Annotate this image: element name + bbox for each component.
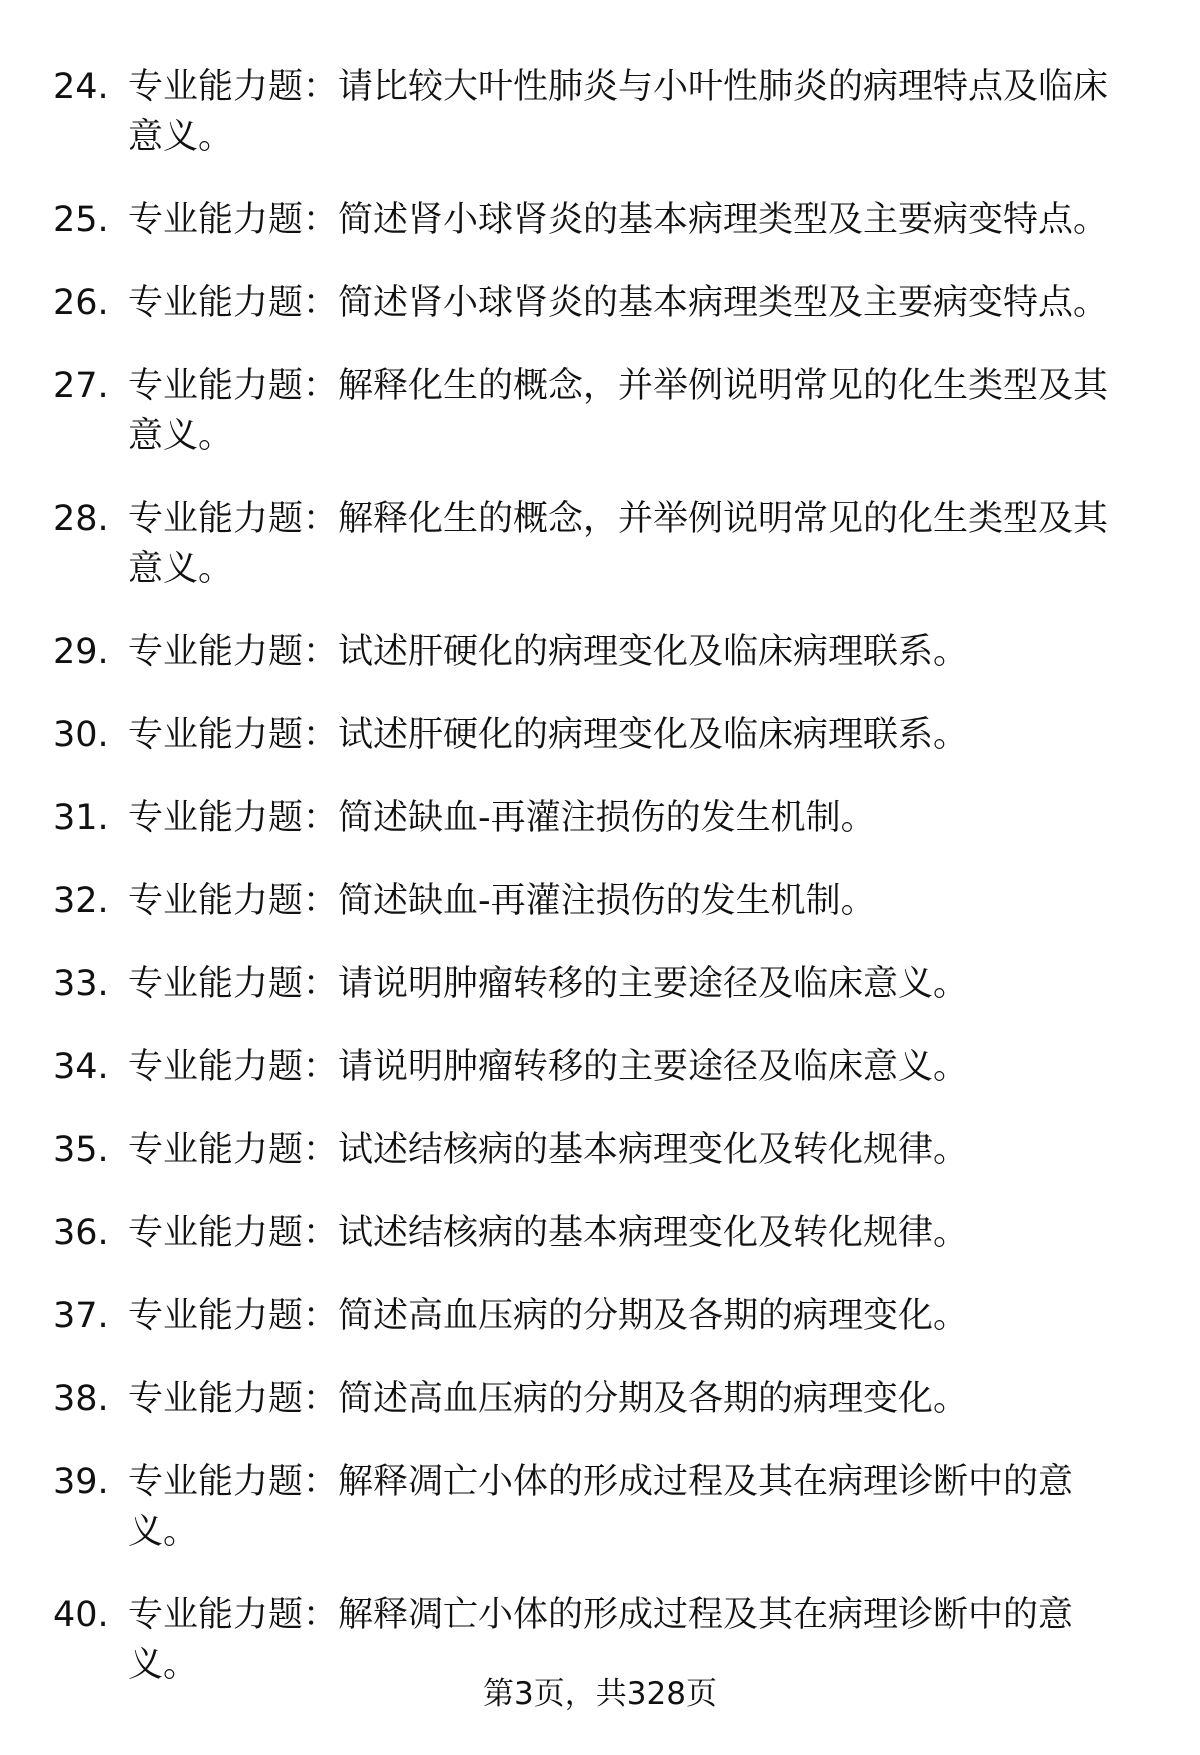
question-text: 专业能力题：解释凋亡小体的形成过程及其在病理诊断中的意义。 bbox=[128, 1595, 1074, 1685]
question-item bbox=[0, 1125, 1200, 1175]
question-item bbox=[0, 876, 1200, 926]
question-item bbox=[0, 195, 1200, 245]
question-item bbox=[0, 1457, 1200, 1557]
question-text: 专业能力题：解释化生的概念，并举例说明常见的化生类型及其意义。 bbox=[128, 366, 1109, 456]
question-number: 31. bbox=[53, 798, 109, 838]
question-number: 37. bbox=[53, 1296, 109, 1336]
question-text: 专业能力题：请说明肿瘤转移的主要途径及临床意义。 bbox=[128, 964, 969, 1004]
question-list bbox=[0, 62, 1200, 1723]
question-number: 36. bbox=[53, 1213, 109, 1253]
question-text: 专业能力题：解释化生的概念，并举例说明常见的化生类型及其意义。 bbox=[128, 499, 1109, 589]
question-text: 专业能力题：简述高血压病的分期及各期的病理变化。 bbox=[128, 1379, 969, 1419]
question-number: 30. bbox=[53, 715, 109, 755]
question-item bbox=[0, 278, 1200, 328]
question-text: 专业能力题：试述肝硬化的病理变化及临床病理联系。 bbox=[128, 632, 969, 672]
question-text: 专业能力题：简述肾小球肾炎的基本病理类型及主要病变特点。 bbox=[128, 200, 1109, 240]
question-number: 24. bbox=[53, 67, 109, 107]
question-number: 39. bbox=[53, 1462, 109, 1502]
question-item bbox=[0, 494, 1200, 594]
question-item bbox=[0, 627, 1200, 677]
question-text: 专业能力题：试述肝硬化的病理变化及临床病理联系。 bbox=[128, 715, 969, 755]
question-number: 35. bbox=[53, 1130, 109, 1170]
question-item bbox=[0, 793, 1200, 843]
page-footer: 第3页，共328页 bbox=[483, 1676, 717, 1712]
question-text: 专业能力题：试述结核病的基本病理变化及转化规律。 bbox=[128, 1130, 969, 1170]
question-number: 38. bbox=[53, 1379, 109, 1419]
question-text: 专业能力题：请说明肿瘤转移的主要途径及临床意义。 bbox=[128, 1047, 969, 1087]
question-item bbox=[0, 1374, 1200, 1424]
question-number: 27. bbox=[53, 366, 109, 406]
question-text: 专业能力题：请比较大叶性肺炎与小叶性肺炎的病理特点及临床意义。 bbox=[128, 67, 1109, 157]
question-item bbox=[0, 1208, 1200, 1258]
question-text: 专业能力题：试述结核病的基本病理变化及转化规律。 bbox=[128, 1213, 969, 1253]
question-text: 专业能力题：简述缺血-再灌注损伤的发生机制。 bbox=[128, 881, 876, 921]
question-item bbox=[0, 1042, 1200, 1092]
question-number: 28. bbox=[53, 499, 109, 539]
question-number: 26. bbox=[53, 283, 109, 323]
question-number: 40. bbox=[53, 1595, 109, 1635]
question-text: 专业能力题：解释凋亡小体的形成过程及其在病理诊断中的意义。 bbox=[128, 1462, 1074, 1552]
question-text: 专业能力题：简述缺血-再灌注损伤的发生机制。 bbox=[128, 798, 876, 838]
question-number: 34. bbox=[53, 1047, 109, 1087]
question-item bbox=[0, 1291, 1200, 1341]
question-number: 25. bbox=[53, 200, 109, 240]
question-item bbox=[0, 710, 1200, 760]
question-item bbox=[0, 361, 1200, 461]
question-text: 专业能力题：简述高血压病的分期及各期的病理变化。 bbox=[128, 1296, 969, 1336]
question-number: 29. bbox=[53, 632, 109, 672]
question-number: 33. bbox=[53, 964, 109, 1004]
question-text: 专业能力题：简述肾小球肾炎的基本病理类型及主要病变特点。 bbox=[128, 283, 1109, 323]
question-item bbox=[0, 62, 1200, 162]
question-number: 32. bbox=[53, 881, 109, 921]
question-item bbox=[0, 959, 1200, 1009]
